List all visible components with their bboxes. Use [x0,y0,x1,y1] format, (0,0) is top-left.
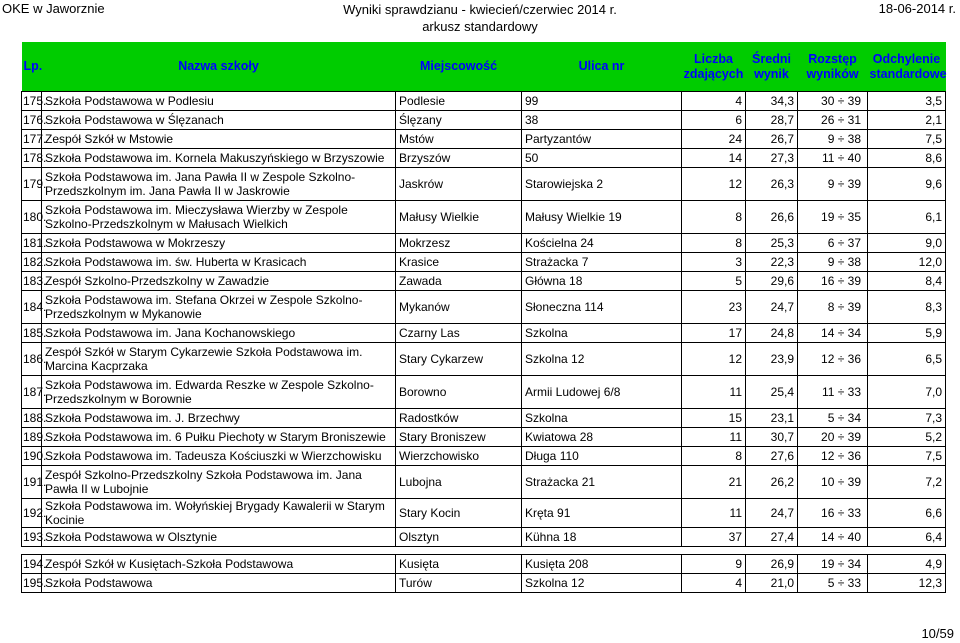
cell-range: 10 ÷ 39 [798,466,868,499]
cell-street: Armii Ludowej 6/8 [522,376,682,409]
cell-average: 21,0 [746,574,798,593]
table-row [22,324,946,343]
cell-count: 11 [682,376,746,409]
cell-std-dev: 3,5 [868,92,946,111]
cell-lp: 185. [22,324,42,343]
table-row [22,130,946,149]
cell-average: 26,3 [746,168,798,201]
cell-city: Zawada [396,272,522,291]
cell-average: 34,3 [746,92,798,111]
cell-count: 17 [682,324,746,343]
cell-count: 37 [682,528,746,547]
cell-average: 27,3 [746,149,798,168]
cell-city: Lubojna [396,466,522,499]
cell-street: Partyzantów [522,130,682,149]
cell-street: Kühna 18 [522,528,682,547]
cell-city: Kusięta [396,555,522,574]
cell-school-name: Zespół Szkolno-Przedszkolny w Zawadzie [42,272,396,291]
cell-city: Brzyszów [396,149,522,168]
table-row [22,234,946,253]
cell-count: 5 [682,272,746,291]
cell-lp: 184. [22,291,42,324]
results-table [21,42,946,593]
cell-street: Małusy Wielkie 19 [522,201,682,234]
cell-city: Stary Cykarzew [396,343,522,376]
cell-city: Olsztyn [396,528,522,547]
cell-average: 26,6 [746,201,798,234]
table-row [22,111,946,130]
cell-range: 11 ÷ 40 [798,149,868,168]
cell-average: 25,4 [746,376,798,409]
spacer-cell [22,547,946,555]
cell-street: Starowiejska 2 [522,168,682,201]
page-number: 10/59 [921,626,954,641]
cell-range: 16 ÷ 33 [798,499,868,528]
cell-range: 19 ÷ 34 [798,555,868,574]
cell-average: 28,7 [746,111,798,130]
cell-range: 9 ÷ 39 [798,168,868,201]
cell-range: 16 ÷ 39 [798,272,868,291]
cell-lp: 181. [22,234,42,253]
cell-std-dev: 12,0 [868,253,946,272]
table-row [22,409,946,428]
cell-school-name: Szkoła Podstawowa im. Edwarda Reszke w Zespole Szkolno-Przedszkolnym w Borownie [42,376,396,409]
cell-range: 5 ÷ 34 [798,409,868,428]
cell-std-dev: 6,1 [868,201,946,234]
cell-street: 38 [522,111,682,130]
cell-city: Borowno [396,376,522,409]
column-header: Miejscowość [396,42,522,92]
cell-count: 6 [682,111,746,130]
cell-city: Krasice [396,253,522,272]
cell-std-dev: 12,3 [868,574,946,593]
cell-average: 30,7 [746,428,798,447]
cell-school-name: Szkoła Podstawowa [42,574,396,593]
cell-average: 27,4 [746,528,798,547]
column-header: Lp. [22,42,42,92]
cell-range: 20 ÷ 39 [798,428,868,447]
cell-street: Długa 110 [522,447,682,466]
table-row [22,574,946,593]
cell-city: Jaskrów [396,168,522,201]
cell-school-name: Szkoła Podstawowa im. Jana Pawła II w Zespole Szkolno-Przedszkolnym im. Jana Pawła II w Jaskrowie [42,168,396,201]
table-header-row [22,42,946,92]
cell-range: 14 ÷ 34 [798,324,868,343]
cell-school-name: Zespół Szkół w Mstowie [42,130,396,149]
cell-average: 23,9 [746,343,798,376]
cell-count: 24 [682,130,746,149]
cell-school-name: Szkoła Podstawowa im. J. Brzechwy [42,409,396,428]
cell-lp: 187. [22,376,42,409]
cell-lp: 189. [22,428,42,447]
table-row [22,343,946,376]
table-row [22,466,946,499]
cell-range: 26 ÷ 31 [798,111,868,130]
cell-average: 22,3 [746,253,798,272]
cell-school-name: Zespół Szkół w Starym Cykarzewie Szkoła Podstawowa im. Marcina Kacprzaka [42,343,396,376]
cell-std-dev: 4,9 [868,555,946,574]
header-org: OKE w Jaworznie [2,1,105,16]
cell-lp: 188. [22,409,42,428]
cell-average: 27,6 [746,447,798,466]
cell-city: Stary Kocin [396,499,522,528]
cell-range: 9 ÷ 38 [798,253,868,272]
column-header: Średni wynik [746,42,798,92]
cell-std-dev: 8,3 [868,291,946,324]
cell-school-name: Szkoła Podstawowa im. Tadeusza Kościuszki w Wierzchowisku [42,447,396,466]
cell-range: 12 ÷ 36 [798,343,868,376]
column-header: Nazwa szkoły [42,42,396,92]
cell-average: 29,6 [746,272,798,291]
column-header: Odchylenie standardowe [868,42,946,92]
cell-count: 12 [682,168,746,201]
table-row [22,291,946,324]
cell-city: Wierzchowisko [396,447,522,466]
column-header: Ulica nr [522,42,682,92]
table-row [22,253,946,272]
cell-std-dev: 6,6 [868,499,946,528]
cell-street: Szkolna [522,409,682,428]
cell-street: Kusięta 208 [522,555,682,574]
cell-range: 6 ÷ 37 [798,234,868,253]
cell-count: 8 [682,447,746,466]
cell-std-dev: 6,5 [868,343,946,376]
cell-count: 21 [682,466,746,499]
cell-range: 19 ÷ 35 [798,201,868,234]
table-row [22,168,946,201]
cell-street: Szkolna [522,324,682,343]
cell-street: Strażacka 21 [522,466,682,499]
cell-std-dev: 5,9 [868,324,946,343]
cell-count: 23 [682,291,746,324]
cell-school-name: Szkoła Podstawowa im. 6 Pułku Piechoty w Starym Broniszewie [42,428,396,447]
cell-std-dev: 9,0 [868,234,946,253]
cell-average: 25,3 [746,234,798,253]
cell-count: 8 [682,234,746,253]
cell-std-dev: 7,3 [868,409,946,428]
cell-lp: 179. [22,168,42,201]
cell-lp: 178. [22,149,42,168]
cell-school-name: Szkoła Podstawowa im. Wołyńskiej Brygady Kawalerii w Starym Kocinie [42,499,396,528]
table-row [22,499,946,528]
cell-range: 5 ÷ 33 [798,574,868,593]
table-row [22,447,946,466]
cell-city: Mstów [396,130,522,149]
table-body [22,92,946,593]
cell-count: 14 [682,149,746,168]
cell-school-name: Szkoła Podstawowa im. Stefana Okrzei w Zespole Szkolno-Przedszkolnym w Mykanowie [42,291,396,324]
cell-city: Ślęzany [396,111,522,130]
cell-school-name: Zespół Szkół w Kusiętach-Szkoła Podstawowa [42,555,396,574]
cell-school-name: Szkoła Podstawowa im. Mieczysława Wierzby w Zespole Szkolno-Przedszkolnym w Małusach Wielkich [42,201,396,234]
cell-count: 4 [682,92,746,111]
table-row [22,272,946,291]
table-row [22,92,946,111]
cell-school-name: Szkoła Podstawowa w Podlesiu [42,92,396,111]
cell-count: 12 [682,343,746,376]
cell-school-name: Szkoła Podstawowa im. Jana Kochanowskiego [42,324,396,343]
cell-school-name: Szkoła Podstawowa im. Kornela Makuszyńskiego w Brzyszowie [42,149,396,168]
cell-average: 23,1 [746,409,798,428]
cell-lp: 195. [22,574,42,593]
cell-lp: 186. [22,343,42,376]
cell-city: Turów [396,574,522,593]
table-row [22,555,946,574]
cell-count: 4 [682,574,746,593]
cell-lp: 182. [22,253,42,272]
header-title [0,1,960,35]
cell-city: Stary Broniszew [396,428,522,447]
table-row [22,201,946,234]
cell-lp: 191. [22,466,42,499]
cell-count: 8 [682,201,746,234]
column-header: Liczba zdających [682,42,746,92]
header-date: 18-06-2014 r. [878,1,956,16]
cell-count: 15 [682,409,746,428]
cell-std-dev: 2,1 [868,111,946,130]
cell-street: Słoneczna 114 [522,291,682,324]
cell-std-dev: 8,4 [868,272,946,291]
cell-count: 3 [682,253,746,272]
cell-school-name: Szkoła Podstawowa im. św. Huberta w Krasicach [42,253,396,272]
cell-range: 8 ÷ 39 [798,291,868,324]
cell-lp: 180. [22,201,42,234]
cell-lp: 194. [22,555,42,574]
cell-lp: 192. [22,499,42,528]
cell-range: 11 ÷ 33 [798,376,868,409]
cell-street: Strażacka 7 [522,253,682,272]
cell-school-name: Zespół Szkolno-Przedszkolny Szkoła Podstawowa im. Jana Pawła II w Lubojnie [42,466,396,499]
cell-street: Kręta 91 [522,499,682,528]
column-header: Rozstęp wyników [798,42,868,92]
table-row [22,428,946,447]
cell-lp: 193. [22,528,42,547]
cell-average: 24,7 [746,291,798,324]
cell-street: Główna 18 [522,272,682,291]
cell-lp: 177. [22,130,42,149]
table-row [22,376,946,409]
cell-city: Podlesie [396,92,522,111]
cell-lp: 190. [22,447,42,466]
cell-count: 11 [682,499,746,528]
cell-average: 26,7 [746,130,798,149]
cell-street: Kościelna 24 [522,234,682,253]
cell-lp: 183. [22,272,42,291]
cell-std-dev: 7,5 [868,447,946,466]
cell-average: 24,8 [746,324,798,343]
cell-count: 11 [682,428,746,447]
cell-school-name: Szkoła Podstawowa w Olsztynie [42,528,396,547]
cell-street: Kwiatowa 28 [522,428,682,447]
cell-range: 30 ÷ 39 [798,92,868,111]
cell-std-dev: 6,4 [868,528,946,547]
cell-street: 50 [522,149,682,168]
table-row [22,149,946,168]
cell-average: 26,2 [746,466,798,499]
cell-school-name: Szkoła Podstawowa w Ślęzanach [42,111,396,130]
cell-average: 26,9 [746,555,798,574]
cell-city: Mykanów [396,291,522,324]
cell-range: 9 ÷ 38 [798,130,868,149]
cell-street: Szkolna 12 [522,343,682,376]
cell-city: Radostków [396,409,522,428]
cell-range: 14 ÷ 40 [798,528,868,547]
cell-street: Szkolna 12 [522,574,682,593]
cell-std-dev: 7,5 [868,130,946,149]
cell-std-dev: 7,2 [868,466,946,499]
cell-city: Mokrzesz [396,234,522,253]
cell-school-name: Szkoła Podstawowa w Mokrzeszy [42,234,396,253]
cell-std-dev: 9,6 [868,168,946,201]
cell-std-dev: 8,6 [868,149,946,168]
cell-lp: 175. [22,92,42,111]
cell-std-dev: 5,2 [868,428,946,447]
cell-count: 9 [682,555,746,574]
header-title-line2: arkusz standardowy [422,19,538,34]
table-row [22,528,946,547]
page-header [0,0,960,36]
cell-lp: 176. [22,111,42,130]
cell-range: 12 ÷ 36 [798,447,868,466]
cell-city: Małusy Wielkie [396,201,522,234]
cell-city: Czarny Las [396,324,522,343]
cell-average: 24,7 [746,499,798,528]
cell-street: 99 [522,92,682,111]
header-title-line1: Wyniki sprawdzianu - kwiecień/czerwiec 2014 r. [343,2,617,17]
row-spacer [22,547,946,555]
cell-std-dev: 7,0 [868,376,946,409]
